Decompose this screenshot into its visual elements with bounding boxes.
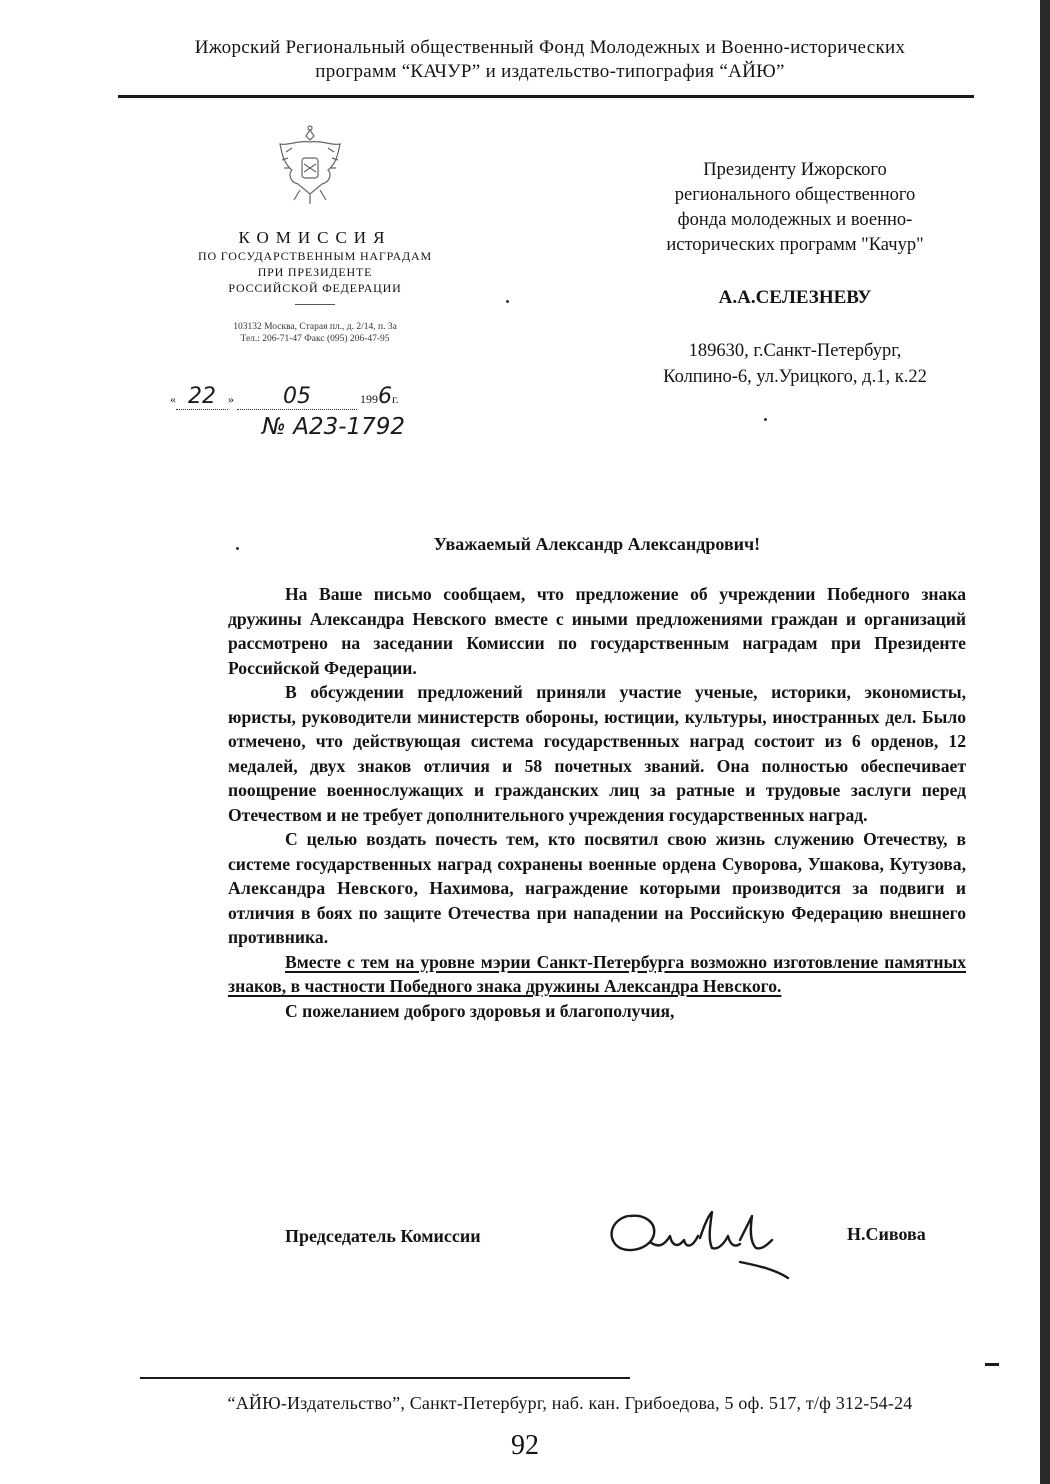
footer-mark: [985, 1363, 999, 1366]
addressee-block: [615, 158, 975, 390]
scan-speck: [506, 300, 509, 303]
sender-title: КОМИССИЯ: [238, 228, 392, 247]
addressee-name: А.А.СЕЛЕЗНЕВУ: [718, 287, 872, 308]
footer-rule: [140, 1377, 630, 1379]
scan-edge: [1040, 0, 1050, 1484]
letterhead-line-1: Ижорский Региональный общественный Фонд Молодежных и Военно-исторических: [194, 37, 906, 58]
footer-publisher: “АЙЮ-Издательство”, Санкт-Петербург, наб. кан. Грибоедова, 5 оф. 517, т/ф 312-54-24: [227, 1393, 913, 1413]
letterhead-organization: [100, 36, 1000, 84]
addressee-line-1: Президенту Ижорского: [703, 160, 887, 180]
date-year-prefix: 199: [360, 392, 378, 406]
handwritten-signature: [600, 1196, 800, 1286]
registration-number: № А23-1792: [262, 414, 406, 440]
closing-line: С пожеланием доброго здоровья и благополучия,: [285, 1000, 675, 1021]
salutation: Уважаемый Александр Александрович!: [433, 534, 761, 554]
date-day: 22: [176, 384, 228, 410]
sender-line-2: ПРИ ПРЕЗИДЕНТЕ: [257, 265, 373, 279]
date-year-digit: 6: [378, 384, 392, 409]
date-month: 05: [237, 384, 357, 410]
letter-body: [228, 582, 966, 1023]
paragraph-4-underlined: Вместе с тем на уровне мэрии Санкт-Петербурга возможно изготовление памятных знаков, в частности Победного знака дружины Александра Невского.: [228, 951, 966, 996]
scan-speck: [764, 418, 767, 421]
sender-phone: Тел.: 206-71-47 Факс (095) 206-47-95: [240, 334, 390, 344]
paragraph-2: В обсуждении предложений приняли участие ученые, историки, экономисты, юристы, руководители министерств обороны, юстиции, культуры, иностранных дел. Было отмечено, что действующая система государственных наград состоит из 6 орденов, 12 медалей, двух знаков отличия и 58 почетных званий. Она полностью обеспечивает поощрение военнослужащих и гражданских лиц за ратные и трудовые заслуги перед Отечеством и не требует дополнительного учреждения государственных наград.: [228, 682, 966, 825]
sender-line-3: РОССИЙСКОЙ ФЕДЕРАЦИИ: [228, 281, 402, 295]
sender-line-1: ПО ГОСУДАРСТВЕННЫМ НАГРАДАМ: [198, 249, 432, 263]
addressee-address-1: 189630, г.Санкт-Петербург,: [688, 341, 902, 361]
date-suffix: г.: [392, 392, 399, 406]
letterhead-line-2: программ “КАЧУР” и издательство-типография “АЙЮ”: [315, 61, 785, 82]
addressee-line-2: регионального общественного: [674, 185, 916, 205]
sender-address: 103132 Москва, Старая пл., д. 2/14, п. 3а: [233, 322, 397, 332]
signatory-title: Председатель Комиссии: [285, 1226, 481, 1246]
state-emblem-icon: [270, 124, 350, 208]
signatory-name: Н.Сивова: [847, 1224, 926, 1244]
sender-block: [140, 228, 490, 345]
page-number: 92: [511, 1430, 539, 1461]
paragraph-1: На Ваше письмо сообщаем, что предложение об учреждении Победного знака дружины Александра Невского вместе с иными предложениями граждан и организаций рассмотрено на заседании Комиссии по государственным наградам при Президенте Российской Федерации.: [228, 584, 966, 678]
addressee-address-2: Колпино-6, ул.Урицкого, д.1, к.22: [663, 367, 927, 387]
sender-separator: [295, 304, 335, 305]
emphasized-name: Александра Невского: [228, 878, 414, 898]
date-line: « 22 » 05 1996г.: [170, 384, 399, 409]
addressee-line-3: фонда молодежных и военно-: [677, 210, 913, 230]
letterhead-rule: [118, 95, 974, 98]
addressee-line-4: исторических программ "Качур": [666, 235, 924, 255]
paragraph-3: С целью воздать почесть тем, кто посвятил свою жизнь служению Отечеству, в системе государственных наград сохранены военные ордена Суворова, Ушакова, Кутузова, Александра Невского, Нахимова, награждение которыми производится за подвиги и отличия в боях по защите Отечества при нападении на Российскую Федерацию внешнего противника.: [228, 829, 966, 947]
